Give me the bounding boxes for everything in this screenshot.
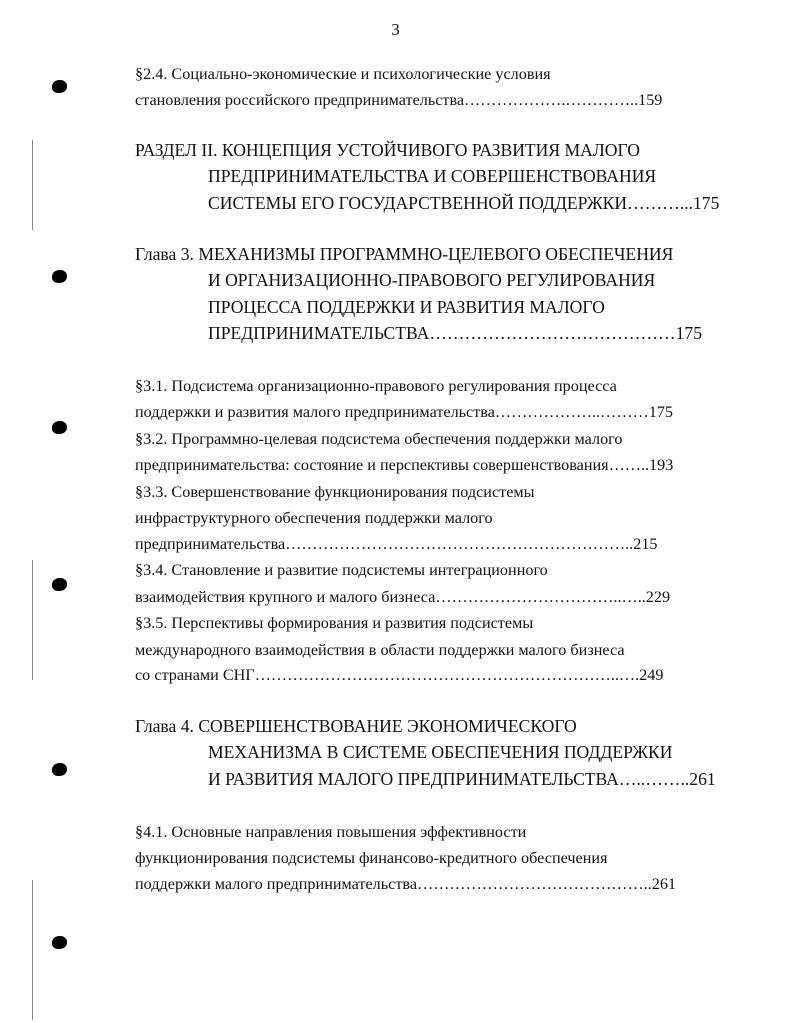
chapter-3-heading-line-1: Глава 3. МЕХАНИЗМЫ ПРОГРАММНО-ЦЕЛЕВОГО ОБЕСПЕЧЕНИЯ: [135, 244, 674, 264]
page-number: 3: [391, 20, 400, 39]
chapter-3-heading-line-4: ПРЕДПРИНИМАТЕЛЬСТВА……………………………………175: [208, 323, 703, 343]
toc-entry-2-4-line-2: становления российского предпринимательства……………….…………..159: [135, 91, 663, 109]
punch-hole: [52, 270, 67, 283]
chapter-4-heading-line-1: Глава 4. СОВЕРШЕНСТВОВАНИЕ ЭКОНОМИЧЕСКОГО: [135, 716, 577, 736]
scan-edge-line: [32, 880, 33, 1020]
punch-hole: [52, 80, 67, 93]
toc-entry-3-4-line-2: взаимодействия крупного и малого бизнеса……………………………..…..229: [135, 588, 671, 606]
chapter-3-heading-line-3: ПРОЦЕССА ПОДДЕРЖКИ И РАЗВИТИЯ МАЛОГО: [208, 297, 605, 317]
punch-hole: [52, 578, 67, 591]
chapter-4-heading-line-2: МЕХАНИЗМА В СИСТЕМЕ ОБЕСПЕЧЕНИЯ ПОДДЕРЖКИ: [208, 742, 673, 762]
section-2-heading-line-3: СИСТЕМЫ ЕГО ГОСУДАРСТВЕННОЙ ПОДДЕРЖКИ………...175: [208, 193, 720, 213]
section-2-heading-line-1: РАЗДЕЛ II. КОНЦЕПЦИЯ УСТОЙЧИВОГО РАЗВИТИЯ МАЛОГО: [135, 140, 640, 160]
toc-entry-3-5-line-3: со странами СНГ…………………………………………………………..….249: [135, 666, 664, 684]
toc-entry-3-4-line-1: §3.4. Становление и развитие подсистемы интеграционного: [135, 561, 548, 579]
punch-hole: [52, 421, 67, 434]
punch-hole: [52, 936, 67, 949]
toc-entry-3-3-line-3: предпринимательства………………………………………………………..215: [135, 535, 658, 553]
section-2-heading-line-2: ПРЕДПРИНИМАТЕЛЬСТВА И СОВЕРШЕНСТВОВАНИЯ: [208, 166, 657, 186]
toc-entry-4-1-line-1: §4.1. Основные направления повышения эффективности: [135, 823, 527, 841]
scan-edge-line: [32, 560, 33, 680]
toc-entry-3-2-line-1: §3.2. Программно-целевая подсистема обеспечения поддержки малого: [135, 430, 623, 448]
chapter-4-heading-line-3: И РАЗВИТИЯ МАЛОГО ПРЕДПРИНИМАТЕЛЬСТВА…..……..261: [208, 769, 716, 789]
toc-entry-2-4-line-1: §2.4. Социально-экономические и психологические условия: [135, 65, 551, 83]
toc-entry-3-1-line-2: поддержки и развития малого предпринимательства………………..………175: [135, 403, 673, 421]
scan-edge-line: [32, 140, 33, 230]
toc-entry-3-3-line-1: §3.3. Совершенствование функционирования подсистемы: [135, 483, 535, 501]
toc-entry-4-1-line-2: функционирования подсистемы финансово-кредитного обеспечения: [135, 849, 608, 867]
toc-entry-3-5-line-2: международного взаимодействия в области поддержки малого бизнеса: [135, 641, 625, 659]
chapter-3-heading-line-2: И ОРГАНИЗАЦИОННО-ПРАВОВОГО РЕГУЛИРОВАНИЯ: [208, 270, 656, 290]
toc-entry-3-5-line-1: §3.5. Перспективы формирования и развития подсистемы: [135, 614, 534, 632]
toc-entry-3-2-line-2: предпринимательства: состояние и перспективы совершенствования……..193: [135, 456, 674, 474]
toc-entry-4-1-line-3: поддержки малого предпринимательства……………………………………..261: [135, 875, 677, 893]
punch-hole: [52, 763, 67, 776]
toc-entry-3-3-line-2: инфраструктурного обеспечения поддержки малого: [135, 509, 493, 527]
toc-entry-3-1-line-1: §3.1. Подсистема организационно-правового регулирования процесса: [135, 377, 617, 395]
